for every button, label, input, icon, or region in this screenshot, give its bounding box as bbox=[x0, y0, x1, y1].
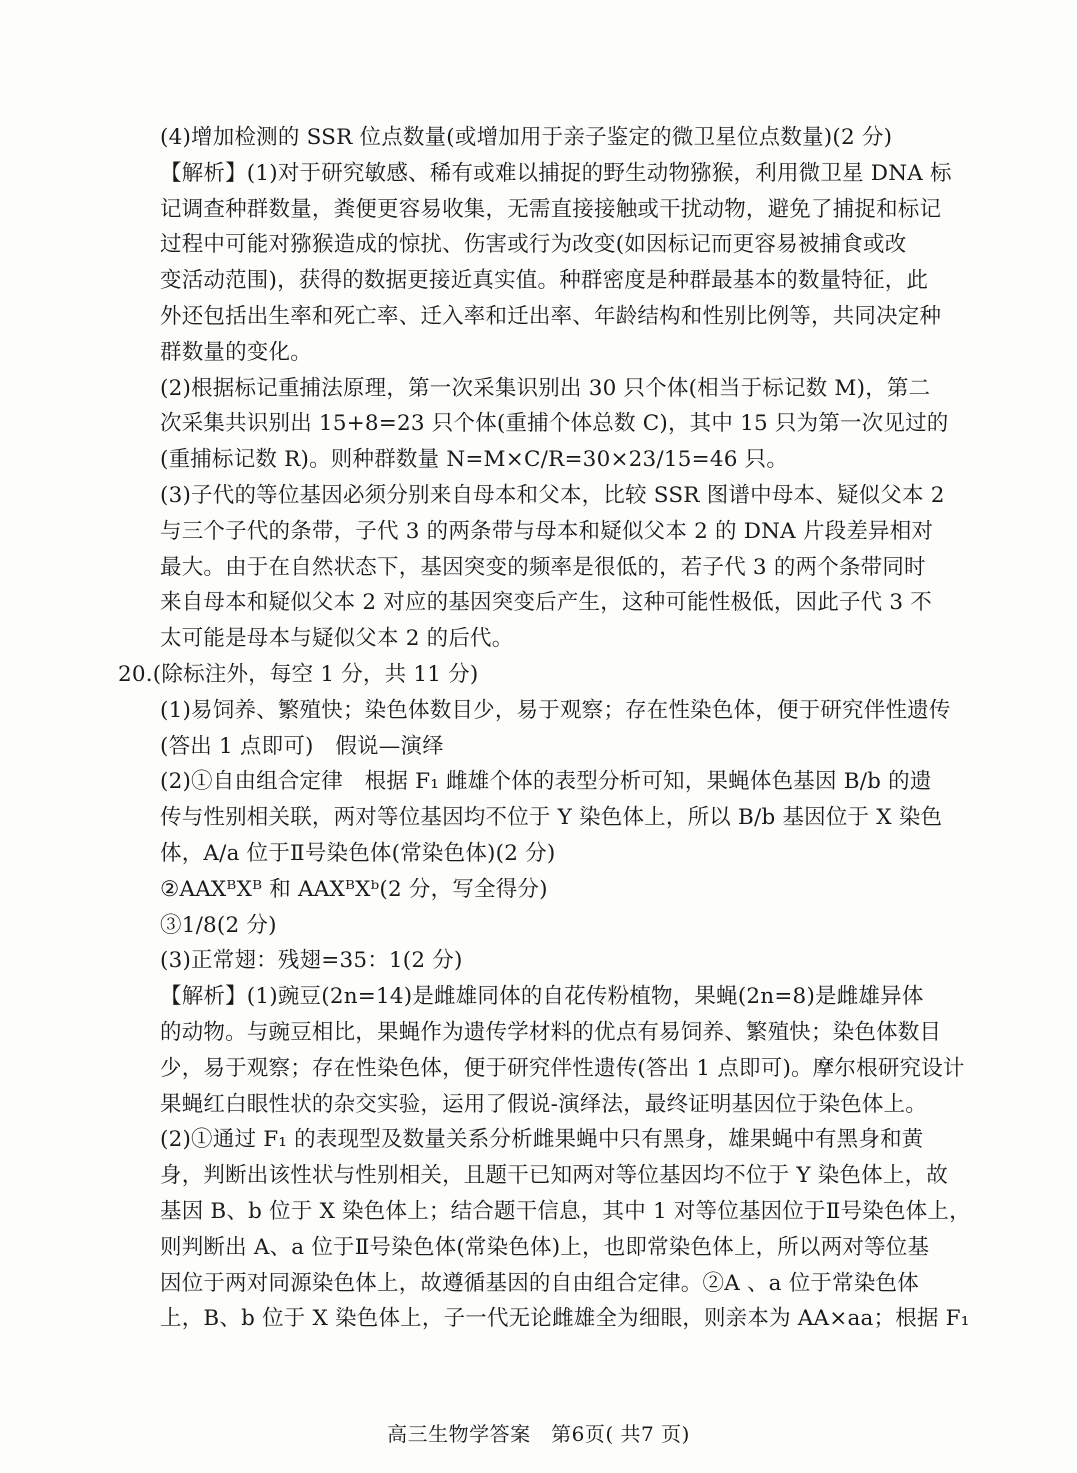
text-line: 过程中可能对猕猴造成的惊扰、伤害或行为改变(如因标记而更容易被捕食或改 bbox=[160, 232, 907, 258]
text-line: 果蝇红白眼性状的杂交实验，运用了假说-演绎法，最终证明基因位于染色体上。 bbox=[160, 1091, 927, 1117]
text-line: 因位于两对同源染色体上，故遵循基因的自由组合定律。②A 、a 位于常染色体 bbox=[160, 1270, 919, 1296]
text-line: (2)①自由组合定律 根据 F₁ 雌雄个体的表型分析可知，果蝇体色基因 B/b 的遗 bbox=[160, 769, 932, 795]
text-line: 体，A/a 位于Ⅱ号染色体(常染色体)(2 分) bbox=[160, 840, 556, 866]
text-line: ②AAXᴮXᴮ 和 AAXᴮXᵇ(2 分，写全得分) bbox=[160, 876, 548, 902]
text-line: 太可能是母本与疑似父本 2 的后代。 bbox=[160, 626, 514, 652]
text-line: 最大。由于在自然状态下，基因突变的频率是很低的，若子代 3 的两个条带同时 bbox=[160, 554, 926, 580]
question-20-heading: 20.(除标注外，每空 1 分，共 11 分) bbox=[118, 661, 479, 687]
text-line: (1)易饲养、繁殖快；染色体数目少，易于观察；存在性染色体，便于研究伴性遗传 bbox=[160, 697, 951, 723]
text-line: 来自母本和疑似父本 2 对应的基因突变后产生，这种可能性极低，因此子代 3 不 bbox=[160, 590, 932, 616]
text-line: 变活动范围)，获得的数据更接近真实值。种群密度是种群最基本的数量特征，此 bbox=[160, 268, 929, 294]
text-line: 次采集共识别出 15+8=23 只个体(重捕个体总数 C)，其中 15 只为第一次见过的 bbox=[160, 411, 949, 437]
text-line: 上，B、b 位于 X 染色体上，子一代无论雌雄全为细眼，则亲本为 AA×aa；根据 F₁ bbox=[160, 1306, 970, 1332]
text-line: 与三个子代的条带，子代 3 的两条带与母本和疑似父本 2 的 DNA 片段差异相对 bbox=[160, 518, 934, 544]
text-line: 外还包括出生率和死亡率、迁入率和迁出率、年龄结构和性别比例等，共同决定种 bbox=[160, 303, 942, 329]
text-line: 传与性别相关联，两对等位基因均不位于 Y 染色体上，所以 B/b 基因位于 X 染色 bbox=[160, 805, 943, 831]
analysis-heading-line: 【解析】(1)对于研究敏感、稀有或难以捕捉的野生动物猕猴，利用微卫星 DNA 标 bbox=[160, 160, 952, 186]
text-line: (重捕标记数 R)。则种群数量 N=M×C/R=30×23/15=46 只。 bbox=[160, 447, 789, 473]
text-line: (3)正常翅：残翅=35：1(2 分) bbox=[160, 948, 463, 974]
text-line: 的动物。与豌豆相比，果蝇作为遗传学材料的优点有易饲养、繁殖快；染色体数目 bbox=[160, 1019, 942, 1045]
text-line: (3)子代的等位基因必须分别来自母本和父本，比较 SSR 图谱中母本、疑似父本 2 bbox=[160, 482, 945, 508]
text-line: 群数量的变化。 bbox=[160, 339, 312, 365]
text-line: (4)增加检测的 SSR 位点数量(或增加用于亲子鉴定的微卫星位点数量)(2 分) bbox=[160, 125, 893, 150]
text-line: 基因 B、b 位于 X 染色体上；结合题干信息，其中 1 对等位基因位于Ⅱ号染色体上， bbox=[160, 1198, 971, 1224]
text-line: (答出 1 点即可) 假说—演绎 bbox=[160, 733, 444, 759]
text-line: 身，判断出该性状与性别相关，且题干已知两对等位基因均不位于 Y 染色体上，故 bbox=[160, 1163, 948, 1189]
text-line: (2)根据标记重捕法原理，第一次采集识别出 30 只个体(相当于标记数 M)，第二 bbox=[160, 375, 931, 401]
text-line: 少，易于观察；存在性染色体，便于研究伴性遗传(答出 1 点即可)。摩尔根研究设计 bbox=[160, 1055, 965, 1081]
text-line: (2)①通过 F₁ 的表现型及数量关系分析雌果蝇中只有黑身，雄果蝇中有黑身和黄 bbox=[160, 1127, 924, 1153]
text-line: 则判断出 A、a 位于Ⅱ号染色体(常染色体)上，也即常染色体上，所以两对等位基 bbox=[160, 1234, 930, 1260]
text-line: 记调查种群数量，粪便更容易收集，无需直接接触或干扰动物，避免了捕捉和标记 bbox=[160, 196, 942, 222]
answer-text-body bbox=[118, 120, 971, 1337]
analysis-heading-line: 【解析】(1)豌豆(2n=14)是雌雄同体的自花传粉植物，果蝇(2n=8)是雌雄异体 bbox=[160, 984, 924, 1010]
text-line: ③1/8(2 分) bbox=[160, 912, 277, 938]
page-footer: 高三生物学答案 第6页( 共7 页) bbox=[387, 1422, 690, 1446]
